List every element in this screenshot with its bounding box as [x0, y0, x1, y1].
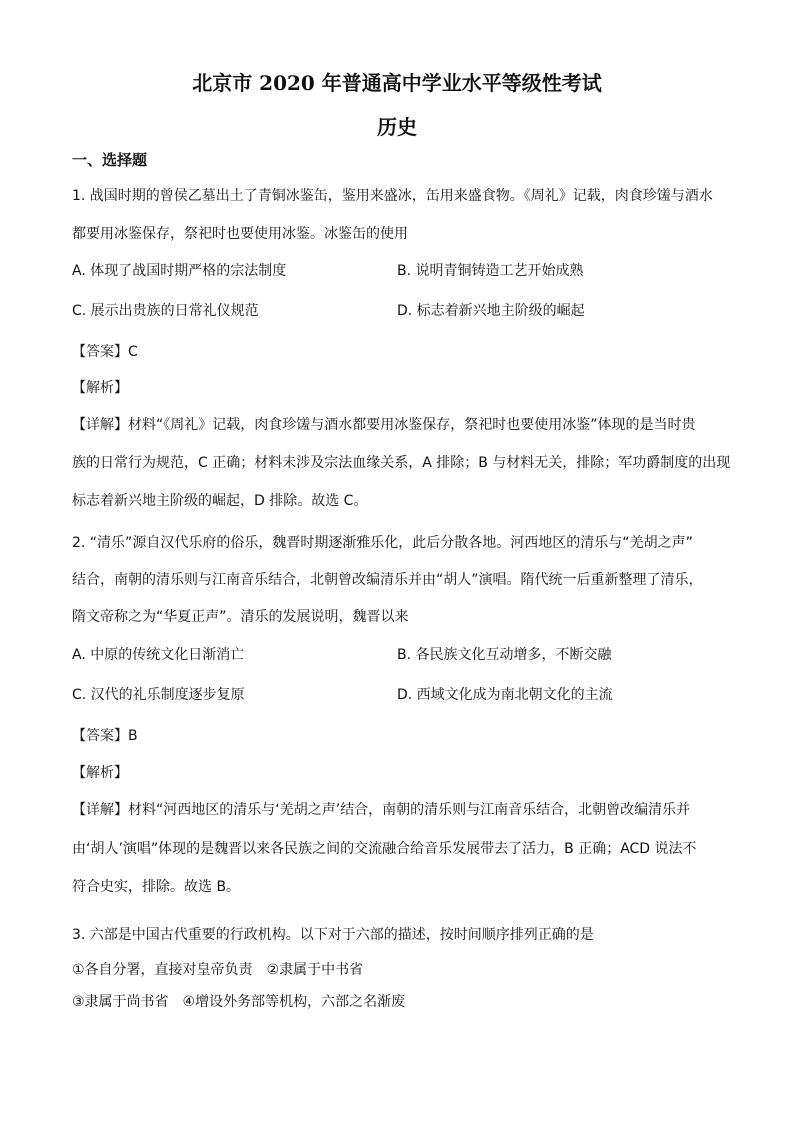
question-stem-line: 3. 六部是中国古代重要的行政机构。以下对于六部的描述，按时间顺序排列正确的是 [72, 927, 594, 943]
option-a: A. 体现了战国时期严格的宗法制度 [72, 263, 287, 279]
question-stem-line: 1. 战国时期的曾侯乙墓出土了青铜冰鉴缶，鉴用来盛冰，缶用来盛食物。《周礼》记载，肉食珍馐与酒水 [72, 188, 713, 204]
exam-title: 北京市 2020 年普通高中学业水平等级性考试 [192, 71, 602, 95]
option-d: D. 西域文化成为南北朝文化的主流 [397, 687, 613, 703]
answer-line [72, 726, 138, 746]
subject-title: 历史 [377, 115, 417, 139]
section-heading: 一、选择题 [72, 151, 148, 169]
statement-line: ③隶属于尚书省 ④增设外务部等机构，六部之名渐废 [72, 994, 406, 1010]
option-b: B. 说明青铜铸造工艺开始成熟 [397, 263, 584, 279]
option-c: C. 汉代的礼乐制度逐步复原 [72, 687, 245, 703]
statement-line: ①各自分署，直接对皇帝负责 ②隶属于中书省 [72, 962, 364, 978]
question-stem-line: 都要用冰鉴保存，祭祀时也要使用冰鉴。冰鉴缶的使用 [72, 226, 408, 242]
analysis-label: 【解析】 [72, 765, 128, 781]
question-stem-line: 2. “清乐”源自汉代乐府的俗乐，魏晋时期逐渐雅乐化，此后分散各地。河西地区的清乐与“羌胡之声” [72, 535, 693, 551]
answer-value: C [128, 344, 138, 360]
detail-line: 【详解】材料“河西地区的清乐与‘羌胡之声’结合，南朝的清乐则与江南音乐结合，北朝曾改编清乐并 [72, 802, 691, 818]
analysis-label: 【解析】 [72, 380, 128, 396]
option-c: C. 展示出贵族的日常礼仪规范 [72, 303, 259, 319]
option-d: D. 标志着新兴地主阶级的崛起 [397, 303, 585, 319]
detail-line: 由‘胡人’演唱”体现的是魏晋以来各民族之间的交流融合给音乐发展带去了活力，B 正确；ACD 说法不 [72, 841, 697, 857]
option-a: A. 中原的传统文化日渐消亡 [72, 647, 245, 663]
detail-line: 【详解】材料“《周礼》记载，肉食珍馐与酒水都要用冰鉴保存，祭祀时也要使用冰鉴”体现的是当时贵 [72, 417, 696, 433]
answer-label: 【答案】 [72, 344, 128, 360]
answer-label: 【答案】 [72, 728, 128, 744]
answer-value: B [128, 728, 138, 744]
detail-line: 符合史实，排除。故选 B。 [72, 879, 241, 895]
option-b: B. 各民族文化互动增多，不断交融 [397, 647, 612, 663]
question-stem-line: 隋文帝称之为“华夏正声”。清乐的发展说明，魏晋以来 [72, 609, 409, 625]
detail-line: 族的日常行为规范，C 正确；材料未涉及宗法血缘关系，A 排除；B 与材料无关，排除；军功爵制度的出现 [72, 455, 731, 471]
detail-line: 标志着新兴地主阶级的崛起，D 排除。故选 C。 [72, 493, 368, 509]
question-stem-line: 结合，南朝的清乐则与江南音乐结合，北朝曾改编清乐并由“胡人”演唱。隋代统一后重新整理了清乐， [72, 572, 703, 588]
answer-line [72, 342, 138, 362]
